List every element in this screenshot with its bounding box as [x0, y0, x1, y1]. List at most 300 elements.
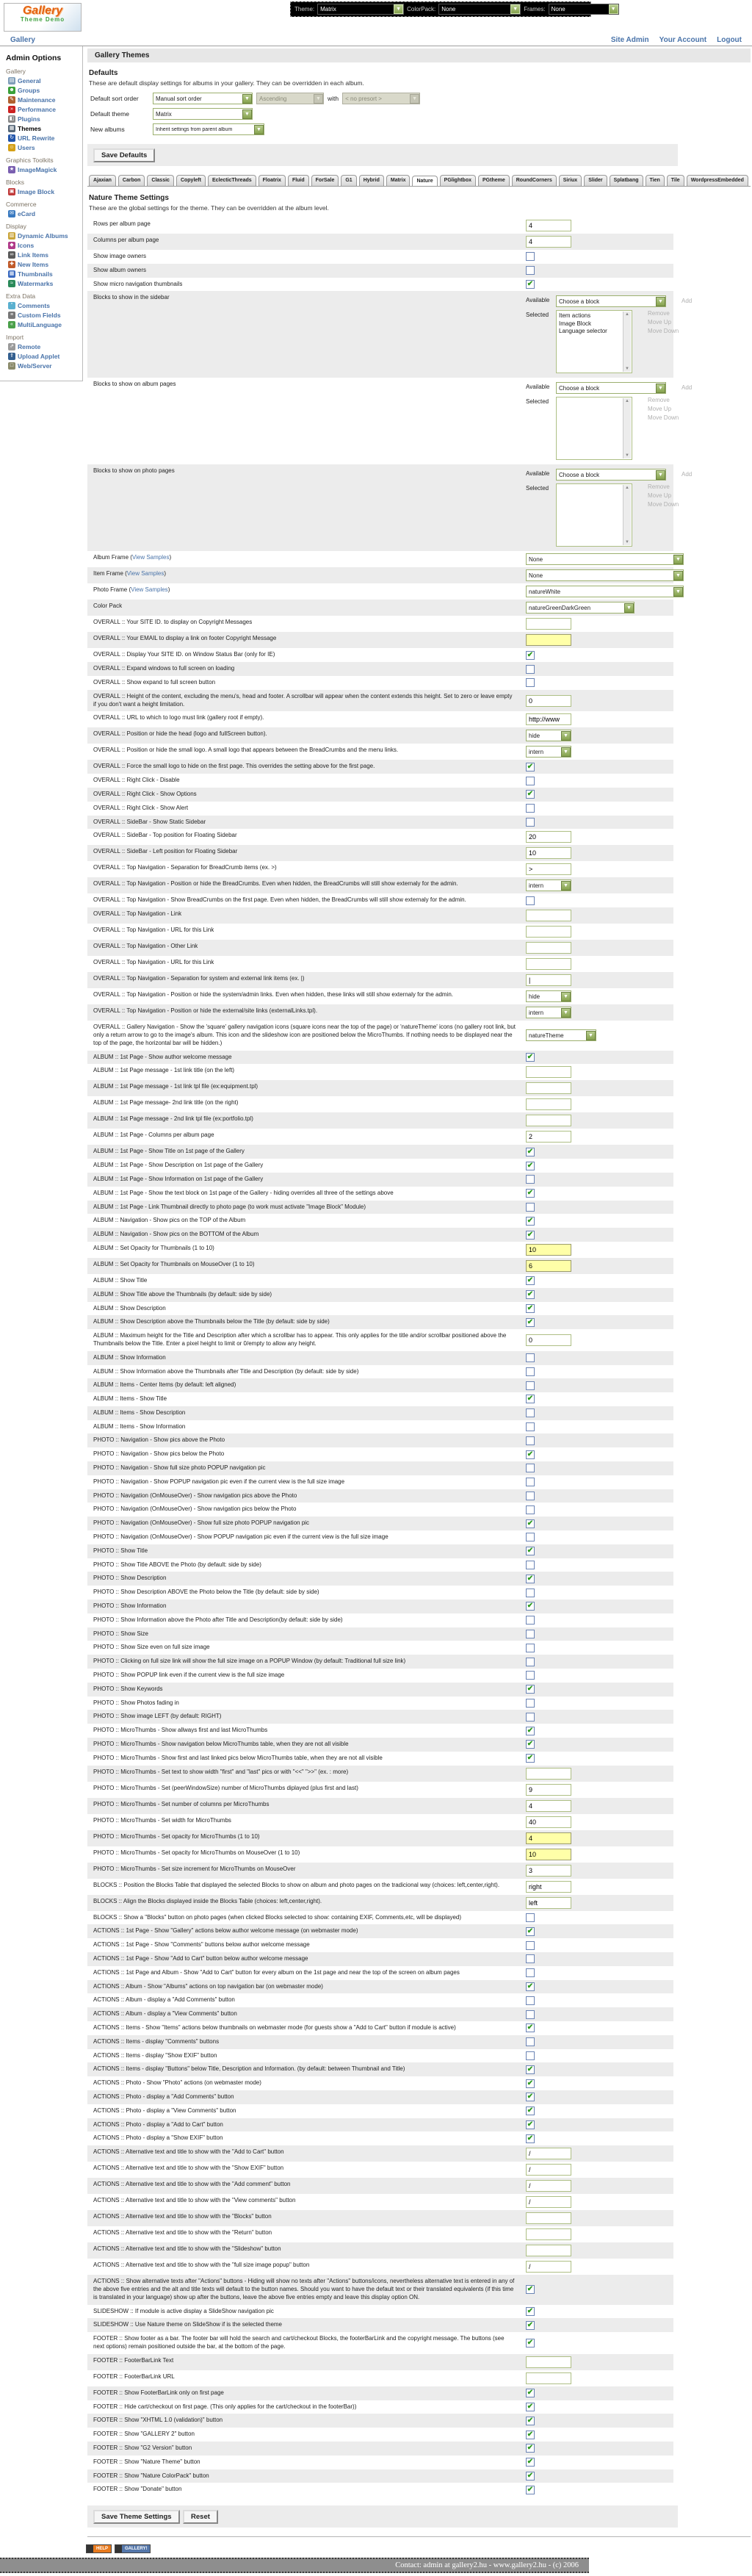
sidebar-item-label[interactable]: New Items — [18, 261, 49, 268]
setting-text-input[interactable] — [526, 1082, 571, 1094]
setting-checkbox[interactable] — [526, 1996, 535, 2005]
setting-text-input[interactable] — [526, 618, 571, 630]
setting-label: OVERALL :: Gallery Navigation - Show the 'square' gallery navigation icons (square icons near the top of the page) or 'natureTheme' icons (no gallery root link, but only a return arrow to go to the image's album. This icon and the slideshow icon are positioned below the MicroThumbs. If nothing needs to be displayed near the top of the page, the horizontal bar will be hidden.) — [93, 1023, 516, 1046]
setting-label: OVERALL :: Right Click - Show Alert — [93, 804, 189, 811]
sidebar-item-image-block[interactable] — [8, 188, 81, 195]
sidebar-item-label[interactable]: Upload Applet — [18, 353, 60, 360]
setting-select-value: hide — [529, 732, 540, 739]
setting-checkbox[interactable] — [526, 1630, 535, 1638]
setting-checkbox[interactable] — [526, 896, 535, 905]
setting-value — [522, 1846, 673, 1863]
setting-text-input[interactable] — [526, 634, 571, 646]
view-samples-link[interactable]: View Samples — [126, 570, 164, 578]
setting-select[interactable] — [526, 1007, 571, 1018]
setting-checkbox[interactable]: ✔ — [527, 1740, 534, 1749]
sidebar-item-label[interactable]: eCard — [18, 210, 36, 217]
chevron-down-icon[interactable]: ▼ — [656, 384, 665, 393]
setting-checkbox[interactable]: ✔ — [527, 1547, 534, 1555]
tab-tile[interactable]: Tile — [667, 175, 684, 186]
setting-checkbox[interactable] — [526, 1478, 535, 1486]
chevron-down-icon[interactable]: ▼ — [673, 587, 683, 597]
settings-row — [87, 829, 673, 845]
setting-text-input[interactable] — [526, 695, 571, 707]
setting-select[interactable] — [526, 730, 571, 741]
scroll-up-icon[interactable]: ▲ — [625, 399, 629, 404]
setting-text-input[interactable] — [526, 1784, 571, 1796]
sidebar-item-custom-fields[interactable] — [8, 312, 81, 319]
setting-value — [522, 829, 673, 845]
setting-checkbox[interactable] — [526, 804, 535, 813]
setting-checkbox[interactable]: ✔ — [527, 1189, 534, 1198]
setting-checkbox[interactable] — [526, 1175, 535, 1184]
setting-checkbox[interactable]: ✔ — [527, 2023, 534, 2032]
listbox-option[interactable]: Item actions — [559, 312, 591, 320]
setting-select-value: natureGreenDarkGreen — [529, 604, 591, 611]
setting-text-input[interactable] — [526, 2164, 571, 2176]
setting-text-input[interactable] — [526, 1865, 571, 1877]
setting-text-input[interactable] — [526, 1098, 571, 1110]
tab-classic[interactable]: Classic — [147, 175, 174, 186]
chevron-down-icon[interactable]: ▼ — [561, 992, 571, 1001]
setting-checkbox[interactable]: ✔ — [527, 2389, 534, 2397]
setting-text-input[interactable] — [526, 713, 571, 725]
setting-value — [522, 1641, 673, 1655]
setting-checkbox[interactable]: ✔ — [527, 2458, 534, 2467]
remote-icon: ⇗ — [8, 343, 15, 350]
setting-text-input[interactable] — [526, 863, 571, 875]
tab-carbon[interactable]: Carbon — [118, 175, 145, 186]
scroll-down-icon[interactable]: ▼ — [625, 453, 629, 458]
default-sort-order-select[interactable] — [153, 93, 253, 104]
setting-checkbox[interactable]: ✔ — [527, 1726, 534, 1735]
setting-checkbox[interactable] — [526, 1367, 535, 1376]
setting-checkbox[interactable]: ✔ — [527, 279, 534, 288]
setting-checkbox[interactable]: ✔ — [527, 2430, 534, 2439]
setting-checkbox[interactable]: ✔ — [527, 2306, 534, 2315]
setting-checkbox[interactable] — [526, 1671, 535, 1680]
sidebar-item-upload-applet[interactable] — [8, 353, 81, 360]
setting-label: OVERALL :: Top Navigation - Separation for BreadCrumb items (ex. >) — [93, 864, 277, 871]
view-samples-link[interactable]: View Samples — [131, 586, 168, 594]
tab-nature[interactable]: Nature — [412, 176, 437, 187]
setting-checkbox[interactable] — [526, 266, 535, 275]
setting-text-input[interactable] — [526, 2228, 571, 2240]
setting-checkbox[interactable]: ✔ — [527, 1450, 534, 1458]
listbox-option[interactable]: Image Block — [559, 320, 592, 327]
available-blocks-select[interactable] — [556, 469, 666, 481]
setting-checkbox[interactable]: ✔ — [527, 2093, 534, 2101]
setting-text-input[interactable] — [526, 1800, 571, 1812]
chevron-down-icon[interactable]: ▼ — [242, 109, 252, 119]
reset-button[interactable]: Reset — [183, 2510, 218, 2524]
setting-checkbox[interactable]: ✔ — [527, 1982, 534, 1990]
scroll-up-icon[interactable]: ▲ — [625, 486, 629, 491]
available-blocks-select[interactable] — [556, 295, 666, 307]
chevron-down-icon[interactable]: ▼ — [561, 731, 571, 741]
sidebar-item-label[interactable]: Performance — [18, 106, 56, 113]
setting-checkbox[interactable]: ✔ — [527, 1147, 534, 1156]
setting-checkbox[interactable] — [526, 1954, 535, 1963]
gallery-badge[interactable] — [115, 2544, 151, 2553]
default-theme-select[interactable] — [153, 108, 253, 120]
sidebar-item-label[interactable]: Users — [18, 144, 35, 151]
setting-value — [522, 234, 673, 250]
sidebar-item-imagemagick[interactable] — [8, 166, 81, 173]
move-up-button[interactable]: Move Up — [648, 406, 672, 413]
sidebar-item-label[interactable]: Image Block — [18, 188, 55, 195]
listbox-option[interactable]: Language selector — [559, 328, 607, 335]
sidebar-item-new-items[interactable] — [8, 261, 81, 268]
setting-value — [522, 956, 673, 972]
setting-checkbox[interactable] — [526, 1203, 535, 1212]
move-up-button[interactable]: Move Up — [648, 319, 672, 326]
setting-checkbox[interactable]: ✔ — [527, 1052, 534, 1061]
settings-row — [87, 727, 673, 744]
theme-settings-table — [87, 217, 693, 2497]
setting-checkbox[interactable] — [526, 1968, 535, 1977]
setting-checkbox[interactable] — [526, 1913, 535, 1922]
setting-select[interactable] — [526, 553, 684, 565]
setting-checkbox[interactable] — [526, 818, 535, 827]
selected-blocks-listbox[interactable] — [556, 310, 632, 373]
sidebar-item-label[interactable]: Groups — [18, 87, 40, 94]
setting-checkbox[interactable]: ✔ — [527, 2402, 534, 2411]
chevron-down-icon[interactable]: ▼ — [673, 571, 683, 580]
setting-value — [522, 291, 695, 378]
listbox-scrollbar[interactable] — [623, 312, 631, 372]
setting-checkbox[interactable] — [526, 1589, 535, 1597]
sidebar-item-label[interactable]: URL Rewrite — [18, 134, 55, 142]
setting-checkbox[interactable] — [526, 1408, 535, 1417]
tab-pglightbox[interactable]: PGlightbox — [440, 175, 476, 186]
selected-blocks-listbox[interactable] — [556, 397, 632, 460]
setting-text-input[interactable] — [526, 2180, 571, 2192]
setting-checkbox[interactable]: ✔ — [527, 2471, 534, 2480]
chevron-down-icon[interactable]: ▼ — [561, 881, 571, 891]
setting-text-input[interactable] — [526, 974, 571, 986]
setting-checkbox[interactable] — [526, 1381, 535, 1390]
setting-checkbox[interactable] — [526, 678, 535, 687]
help-badge[interactable] — [86, 2544, 112, 2553]
sidebar-item-performance[interactable] — [8, 106, 81, 113]
setting-checkbox[interactable]: ✔ — [527, 1161, 534, 1170]
setting-checkbox[interactable]: ✔ — [527, 1216, 534, 1225]
setting-text-input[interactable] — [526, 2356, 571, 2368]
setting-checkbox[interactable]: ✔ — [527, 2285, 534, 2294]
setting-checkbox[interactable]: ✔ — [527, 1317, 534, 1326]
setting-checkbox[interactable]: ✔ — [527, 2444, 534, 2453]
settings-row — [87, 2242, 673, 2259]
settings-row — [87, 250, 673, 264]
selected-blocks-listbox[interactable] — [556, 483, 632, 547]
sidebar-item-web-server[interactable] — [8, 362, 81, 370]
setting-text-input[interactable] — [526, 1066, 571, 1078]
setting-select[interactable] — [526, 602, 634, 614]
setting-checkbox[interactable] — [526, 2037, 535, 2046]
setting-text-input[interactable] — [526, 236, 571, 248]
setting-value — [522, 1447, 673, 1461]
setting-value — [522, 1710, 673, 1724]
setting-checkbox[interactable]: ✔ — [527, 2338, 534, 2347]
scroll-down-icon[interactable]: ▼ — [625, 367, 629, 372]
setting-checkbox[interactable] — [526, 1436, 535, 1445]
tab-siriux[interactable]: Siriux — [559, 175, 582, 186]
setting-text-input[interactable] — [526, 831, 571, 843]
logout-link[interactable]: Logout — [717, 35, 742, 44]
setting-text-input[interactable] — [526, 926, 571, 938]
setting-checkbox[interactable]: ✔ — [527, 2120, 534, 2129]
chevron-down-icon[interactable]: ▼ — [510, 4, 520, 14]
sidebar-item-thumbnails[interactable] — [8, 270, 81, 278]
setting-checkbox[interactable]: ✔ — [527, 2485, 534, 2494]
settings-row — [87, 1613, 673, 1627]
chevron-down-icon[interactable]: ▼ — [656, 470, 665, 480]
move-down-button[interactable]: Move Down — [648, 414, 679, 422]
chevron-down-icon[interactable]: ▼ — [561, 747, 571, 757]
settings-row — [87, 1201, 673, 1215]
sidebar-item-icons[interactable] — [8, 242, 81, 249]
setting-checkbox[interactable] — [526, 777, 535, 785]
setting-text-input[interactable] — [526, 1768, 571, 1780]
setting-checkbox[interactable] — [526, 2051, 535, 2060]
setting-checkbox[interactable] — [526, 1616, 535, 1625]
move-down-button[interactable]: Move Down — [648, 501, 679, 508]
scroll-up-icon[interactable]: ▲ — [625, 312, 629, 317]
setting-checkbox[interactable]: ✔ — [527, 1926, 534, 1935]
sidebar-section-label: Extra Data — [6, 292, 36, 300]
setting-value — [522, 2226, 673, 2242]
sidebar-item-label[interactable]: Remote — [18, 343, 41, 350]
your-account-link[interactable]: Your Account — [659, 35, 707, 44]
sidebar-item-label[interactable]: Dynamic Albums — [18, 232, 68, 240]
theme-select[interactable] — [317, 4, 404, 15]
listbox-scrollbar[interactable] — [623, 485, 631, 545]
setting-checkbox[interactable] — [526, 1713, 535, 1721]
gallery-logo[interactable] — [4, 3, 82, 32]
setting-text-input[interactable] — [526, 2372, 571, 2384]
tab-wordpressembedded[interactable]: WordpressEmbedded — [687, 175, 748, 186]
setting-checkbox[interactable]: ✔ — [527, 2416, 534, 2425]
setting-checkbox[interactable] — [526, 1658, 535, 1666]
sidebar-item-label[interactable]: Custom Fields — [18, 312, 61, 319]
move-up-button[interactable]: Move Up — [648, 492, 672, 500]
sidebar-item-groups[interactable] — [8, 87, 81, 94]
tab-tien[interactable]: Tien — [646, 175, 665, 186]
setting-text-input[interactable] — [526, 1260, 571, 1272]
setting-checkbox[interactable] — [526, 1561, 535, 1569]
setting-text-input[interactable] — [526, 1849, 571, 1860]
setting-value — [522, 2469, 673, 2483]
chevron-down-icon[interactable]: ▼ — [394, 4, 403, 14]
sidebar-item-dynamic-albums[interactable] — [8, 232, 81, 240]
chevron-down-icon[interactable]: ▼ — [656, 297, 665, 306]
setting-text-input[interactable] — [526, 847, 571, 859]
setting-text-input[interactable] — [526, 910, 571, 921]
sidebar-item-maintenance[interactable] — [8, 96, 81, 104]
setting-checkbox[interactable] — [526, 2010, 535, 2019]
setting-checkbox[interactable] — [526, 1464, 535, 1472]
setting-checkbox[interactable] — [526, 1353, 535, 1362]
setting-text-input[interactable] — [526, 1244, 571, 1256]
setting-value — [522, 1392, 673, 1406]
setting-text-input[interactable] — [526, 1897, 571, 1909]
tab-splatbang[interactable]: Splatbang — [610, 175, 643, 186]
tab-fluid[interactable]: Fluid — [288, 175, 309, 186]
sidebar-item-multilanguage[interactable] — [8, 321, 81, 328]
tab-slider[interactable]: Slider — [584, 175, 607, 186]
sidebar-item-label[interactable]: Maintenance — [18, 96, 56, 104]
setting-checkbox[interactable]: ✔ — [527, 1754, 534, 1763]
setting-checkbox[interactable]: ✔ — [527, 2320, 534, 2329]
site-admin-link[interactable]: Site Admin — [610, 35, 649, 44]
tab-pgtheme[interactable]: PGtheme — [478, 175, 510, 186]
setting-checkbox[interactable]: ✔ — [527, 2134, 534, 2143]
sidebar-item-comments[interactable] — [8, 302, 81, 309]
setting-checkbox[interactable]: ✔ — [527, 762, 534, 771]
tab-ajaxian[interactable]: Ajaxian — [89, 175, 116, 186]
new-albums-select[interactable] — [153, 123, 264, 135]
setting-select[interactable] — [526, 1029, 596, 1041]
add-block-button[interactable]: Add — [682, 471, 693, 478]
sidebar-item-plugins[interactable] — [8, 115, 81, 123]
setting-checkbox[interactable]: ✔ — [527, 1290, 534, 1299]
sidebar-item-label[interactable]: Web/Server — [18, 362, 52, 370]
sidebar-item-label[interactable]: ImageMagick — [18, 166, 57, 173]
sidebar-item-label[interactable]: Link Items — [18, 251, 49, 259]
setting-checkbox[interactable]: ✔ — [527, 1230, 534, 1239]
setting-checkbox[interactable]: ✔ — [527, 650, 534, 659]
setting-checkbox[interactable]: ✔ — [527, 1395, 534, 1403]
tab-forsale[interactable]: ForSale — [311, 175, 339, 186]
sidebar-item-label[interactable]: Thumbnails — [18, 270, 53, 278]
sidebar-item-label[interactable]: MultiLanguage — [18, 321, 62, 328]
sidebar-item-label[interactable]: General — [18, 77, 41, 84]
move-down-button[interactable]: Move Down — [648, 328, 679, 335]
setting-select[interactable] — [526, 746, 571, 758]
sidebar-item-label[interactable]: Icons — [18, 242, 35, 249]
setting-checkbox[interactable] — [526, 1644, 535, 1652]
sidebar-item-general[interactable] — [8, 77, 81, 84]
setting-label: ACTIONS :: Photo - display a "Add Comments" button — [93, 2093, 234, 2100]
setting-text-input[interactable] — [526, 1816, 571, 1828]
settings-row — [87, 2131, 673, 2145]
setting-select[interactable] — [526, 879, 571, 891]
save-theme-settings-button[interactable]: Save Theme Settings — [93, 2510, 180, 2524]
breadcrumb[interactable]: Gallery — [10, 35, 35, 44]
setting-text-input[interactable] — [526, 2196, 571, 2208]
view-samples-link[interactable]: View Samples — [131, 554, 170, 561]
setting-value — [522, 1288, 673, 1302]
chevron-down-icon[interactable]: ▼ — [673, 555, 683, 564]
add-block-button[interactable]: Add — [682, 298, 693, 305]
chevron-down-icon[interactable]: ▼ — [561, 1008, 571, 1018]
setting-checkbox[interactable]: ✔ — [527, 1303, 534, 1312]
setting-select[interactable] — [526, 990, 571, 1002]
setting-checkbox[interactable]: ✔ — [527, 2065, 534, 2073]
setting-checkbox[interactable]: ✔ — [527, 790, 534, 799]
setting-text-input[interactable] — [526, 1881, 571, 1893]
sidebar-item-themes[interactable] — [8, 125, 81, 132]
tab-g1[interactable]: G1 — [341, 175, 356, 186]
setting-checkbox[interactable] — [526, 1492, 535, 1500]
sidebar-item-url-rewrite[interactable] — [8, 134, 81, 142]
listbox-scrollbar[interactable] — [623, 398, 631, 458]
setting-checkbox[interactable]: ✔ — [527, 2107, 534, 2115]
setting-text-input[interactable] — [526, 1115, 571, 1126]
setting-text-input[interactable] — [526, 1832, 571, 1844]
sidebar-item-link-items[interactable] — [8, 251, 81, 259]
setting-checkbox[interactable] — [526, 1533, 535, 1541]
save-defaults-button[interactable]: Save Defaults — [93, 148, 155, 162]
sidebar-item-label[interactable]: Watermarks — [18, 280, 54, 287]
settings-row — [87, 1051, 673, 1065]
setting-text-input[interactable] — [526, 1131, 571, 1143]
sidebar-item-label[interactable]: Comments — [18, 302, 50, 309]
tab-copyleft[interactable]: Copyleft — [176, 175, 206, 186]
setting-label: OVERALL :: Your EMAIL to display a link on footer Copyright Message — [93, 635, 277, 642]
setting-text-input[interactable] — [526, 942, 571, 954]
setting-text-input[interactable] — [526, 1334, 571, 1346]
setting-checkbox[interactable] — [526, 665, 535, 674]
chevron-down-icon[interactable]: ▼ — [609, 4, 618, 14]
setting-text-input[interactable] — [526, 220, 571, 231]
setting-checkbox[interactable] — [526, 1422, 535, 1431]
tab-matrix[interactable]: Matrix — [386, 175, 411, 186]
tab-hybrid[interactable]: Hybrid — [359, 175, 384, 186]
setting-text-input[interactable] — [526, 2261, 571, 2273]
setting-checkbox[interactable]: ✔ — [527, 1685, 534, 1694]
chevron-down-icon[interactable]: ▼ — [586, 1031, 596, 1040]
sidebar-item-remote[interactable] — [8, 343, 81, 350]
remove-block-button[interactable]: Remove — [648, 483, 670, 491]
setting-checkbox[interactable]: ✔ — [527, 1574, 534, 1583]
scroll-down-icon[interactable]: ▼ — [625, 540, 629, 545]
settings-row — [87, 774, 673, 788]
sidebar-item-ecard[interactable] — [8, 210, 81, 217]
setting-checkbox[interactable]: ✔ — [527, 1519, 534, 1528]
sidebar-item-users[interactable] — [8, 144, 81, 151]
setting-text-input[interactable] — [526, 2245, 571, 2256]
setting-checkbox[interactable]: ✔ — [527, 1602, 534, 1611]
chevron-down-icon[interactable]: ▼ — [242, 94, 252, 104]
setting-select[interactable] — [526, 569, 684, 581]
setting-checkbox[interactable] — [526, 1941, 535, 1950]
available-blocks-select[interactable] — [556, 382, 666, 394]
remove-block-button[interactable]: Remove — [648, 397, 670, 404]
setting-text-input[interactable] — [526, 2148, 571, 2159]
setting-checkbox[interactable] — [526, 1505, 535, 1514]
chevron-down-icon[interactable]: ▼ — [254, 125, 264, 134]
tab-eclecticthreads[interactable]: EclecticThreads — [208, 175, 256, 186]
sidebar-item-label[interactable]: Plugins — [18, 115, 40, 123]
setting-text-input[interactable] — [526, 958, 571, 970]
setting-select[interactable] — [526, 586, 684, 597]
add-block-button[interactable]: Add — [682, 384, 693, 392]
setting-checkbox[interactable]: ✔ — [527, 2079, 534, 2087]
remove-block-button[interactable]: Remove — [648, 310, 670, 317]
setting-checkbox[interactable] — [526, 1699, 535, 1708]
colorpack-select[interactable] — [438, 4, 521, 15]
tab-floatrix[interactable]: Floatrix — [258, 175, 286, 186]
setting-text-input[interactable] — [526, 2212, 571, 2224]
frames-select[interactable] — [549, 4, 619, 15]
chevron-down-icon[interactable]: ▼ — [624, 603, 634, 613]
admin-sidebar — [0, 46, 83, 381]
sidebar-item-watermarks[interactable] — [8, 280, 81, 287]
setting-checkbox[interactable]: ✔ — [527, 1276, 534, 1285]
tab-roundcorners[interactable]: RoundCorners — [512, 175, 557, 186]
setting-checkbox[interactable] — [526, 252, 535, 261]
